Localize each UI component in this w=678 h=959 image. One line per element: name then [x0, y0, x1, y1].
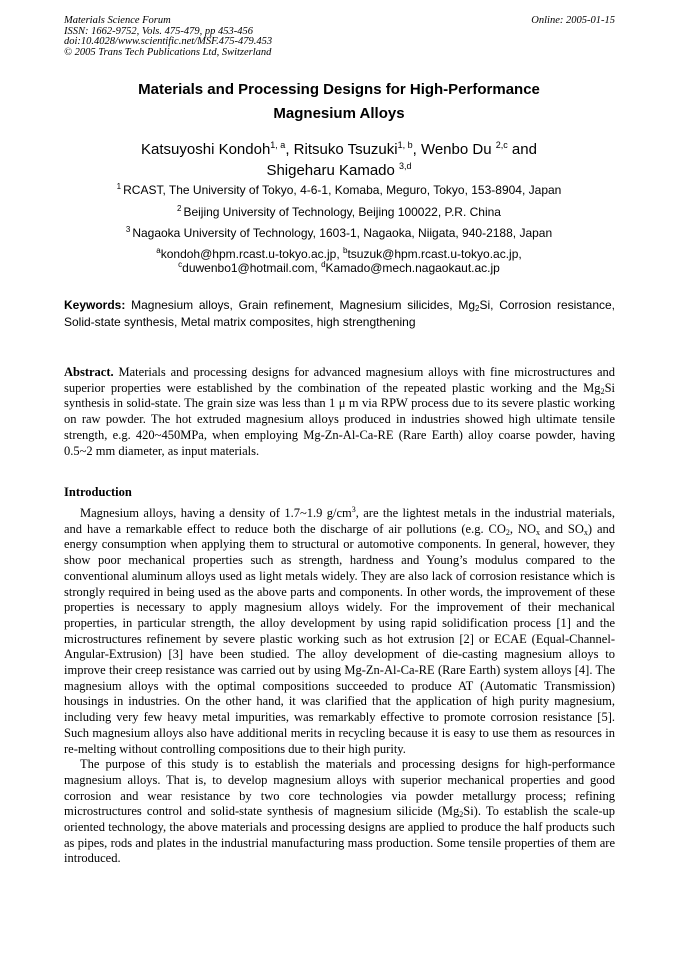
paragraph-text: and SO [539, 521, 584, 536]
subscript: 2 [459, 810, 464, 820]
email-link[interactable]: duwenbo1@hotmail.com, [182, 261, 318, 275]
author-name: Ritsuko Tsuzuki [293, 141, 398, 158]
author-affil-mark: 3,d [399, 161, 412, 171]
paragraph-text: Si). To establish the scale-up oriented technology, the above materials and processing designs are applied to produce the half products such as pipes, rods and plates in the industrial manufacturing mass production. Some tensile properties of them are introduced. [64, 804, 615, 866]
copyright-line: © 2005 Trans Tech Publications Ltd, Switzerland [64, 46, 272, 58]
subscript: 2 [600, 386, 605, 396]
affiliation-number: 2 [177, 204, 182, 213]
title-line-1: Materials and Processing Designs for High-Performance [138, 81, 540, 98]
affiliation-number: 3 [125, 225, 131, 234]
affiliation-text: RCAST, The University of Tokyo, 4-6-1, Komaba, Meguro, Tokyo, 153-8904, Japan [123, 183, 562, 197]
author-name: Shigeharu Kamado [266, 162, 395, 179]
subscript: 2 [505, 527, 510, 537]
subscript: x [583, 527, 588, 537]
doi-line: doi:10.4028/www.scientific.net/MSF.475-479.453 [64, 36, 273, 48]
paragraph-text: , NO [509, 521, 536, 536]
abstract-text: Materials and processing designs for advanced magnesium alloys with fine microstructures and superior properties were established by the combination of the repeated plastic working and the Mg [64, 365, 615, 395]
keywords-text: Si, Corrosion resistance, Solid-state synthesis, Metal matrix composites, high strengthening [64, 298, 615, 329]
keywords-section [64, 297, 615, 330]
journal-name: Materials Science Forum [64, 15, 171, 26]
paragraph [64, 506, 615, 757]
affiliation-text: Beijing University of Technology, Beijing 100022, P.R. China [183, 205, 501, 219]
email-link[interactable]: tsuzuk@hpm.rcast.u-tokyo.ac.jp, [347, 247, 522, 261]
subscript: x [535, 527, 540, 537]
author-name: Katsuyoshi Kondoh [141, 141, 271, 158]
online-date: Online: 2005-01-15 [531, 15, 615, 26]
email-list [64, 247, 614, 275]
superscript: 3 [351, 505, 356, 514]
abstract-text: Si synthesis in solid-state. The grain size was less than 1 μ m via RPW process due to its severe plastic working on raw powder. The hot extruded magnesium alloys produced in industries showed high ultimate tensile strength, e.g. 420~450MPa, when employing Mg-Zn-Al-Ca-RE (Rare Earth) alloy coarse powder, having 0.5~2 mm diameter, as input materials. [64, 380, 615, 458]
abstract-label: Abstract. [64, 365, 114, 379]
keywords-label: Keywords: [64, 298, 126, 312]
email-mark: c [178, 260, 183, 269]
affiliation [64, 205, 614, 219]
title-line-2: Magnesium Alloys [273, 105, 405, 122]
paragraph [64, 757, 615, 867]
paragraph-text: , are the lightest metals in the industrial materials, and have a remarkable effect to reduce both the discharge of air pollutions (e.g. CO [64, 506, 615, 536]
paragraph-text: ) and energy consumption when applying them to structural or automotive components. In general, however, they show poor mechanical properties such as strength, hardness and Young’s modulus compared to the conventional aluminum alloys used as light metals widely. They are also lack of corrosion resistance which is strongly required in being used as the above parts and components. In other words, the improvement of these properties is necessary to apply magnesium alloys widely. For the improvement of their mechanical properties, in particular strength, the alloy development by using rapid solidification process [1] and the microstructures refinement by severe plastic working such as hot extrusion [2] or ECAE (Equal-Channel-Angular-Extrusion) [3] have been studied. The alloy development of die-casting magnesium alloys to improve their creep resistance was carried out by using Mg-Zn-Al-Ca-RE (Rare Earth) system alloys [4]. The magnesium alloys with the optimal compositions succeeded to produce AT (Automatic Transmission) housings in industries. On the other hand, it was clarified that the application of high purity magnesium, including very few heavy metal impurities, was remarkably effective to promote corrosion resistance [5]. Such magnesium alloys also have additional merits in recycling because it is easy to use them as resources in re-melting without controlling compositions due to their high purity. [64, 521, 615, 756]
author-name: Wenbo Du [420, 141, 492, 158]
affiliation [64, 183, 614, 197]
issn-line: ISSN: 1662-9752, Vols. 475-479, pp 453-456 [64, 25, 253, 37]
email-mark: a [156, 246, 161, 255]
author-affil-mark: 1, a [270, 140, 286, 150]
author-affil-mark: 2,c [495, 140, 508, 150]
affiliation [64, 226, 614, 240]
author-conjunction: and [511, 141, 537, 158]
email-mark: d [321, 260, 326, 269]
email-link[interactable]: kondoh@hpm.rcast.u-tokyo.ac.jp, [160, 247, 340, 261]
abstract-section [64, 365, 615, 459]
section-heading: Introduction [64, 485, 132, 499]
paper-title [64, 78, 614, 126]
subscript: 2 [475, 304, 480, 313]
paragraph-text: Magnesium alloys, having a density of 1.7~1.9 g/cm [80, 506, 352, 520]
email-mark: b [343, 246, 348, 255]
introduction-body [64, 506, 615, 867]
affiliation-number: 1 [116, 182, 122, 191]
keywords-text: Magnesium alloys, Grain refinement, Magnesium silicides, Mg [131, 298, 476, 312]
paragraph-text: The purpose of this study is to establish the materials and processing designs for high-performance magnesium alloys. That is, to develop magnesium alloys with superior mechanical properties and good corrosion and wear resistance by two core technologies via powder metallurgy process; refining microstructures control and solid-state synthesis of magnesium silicide (Mg [64, 757, 615, 819]
affiliation-text: Nagaoka University of Technology, 1603-1, Nagaoka, Niigata, 940-2188, Japan [132, 226, 553, 240]
journal-header [64, 16, 444, 58]
email-link[interactable]: Kamado@mech.nagaokaut.ac.jp [325, 261, 500, 275]
author-affil-mark: 1, b [397, 140, 413, 150]
author-list: Katsuyoshi Kondoh$^{1, a}$, Ritsuko Tsuzuki$^{1, b}$, Wenbo Du $^{2,c}$ and Shigeharu Kamado $^{3,d}$ [141, 140, 537, 179]
